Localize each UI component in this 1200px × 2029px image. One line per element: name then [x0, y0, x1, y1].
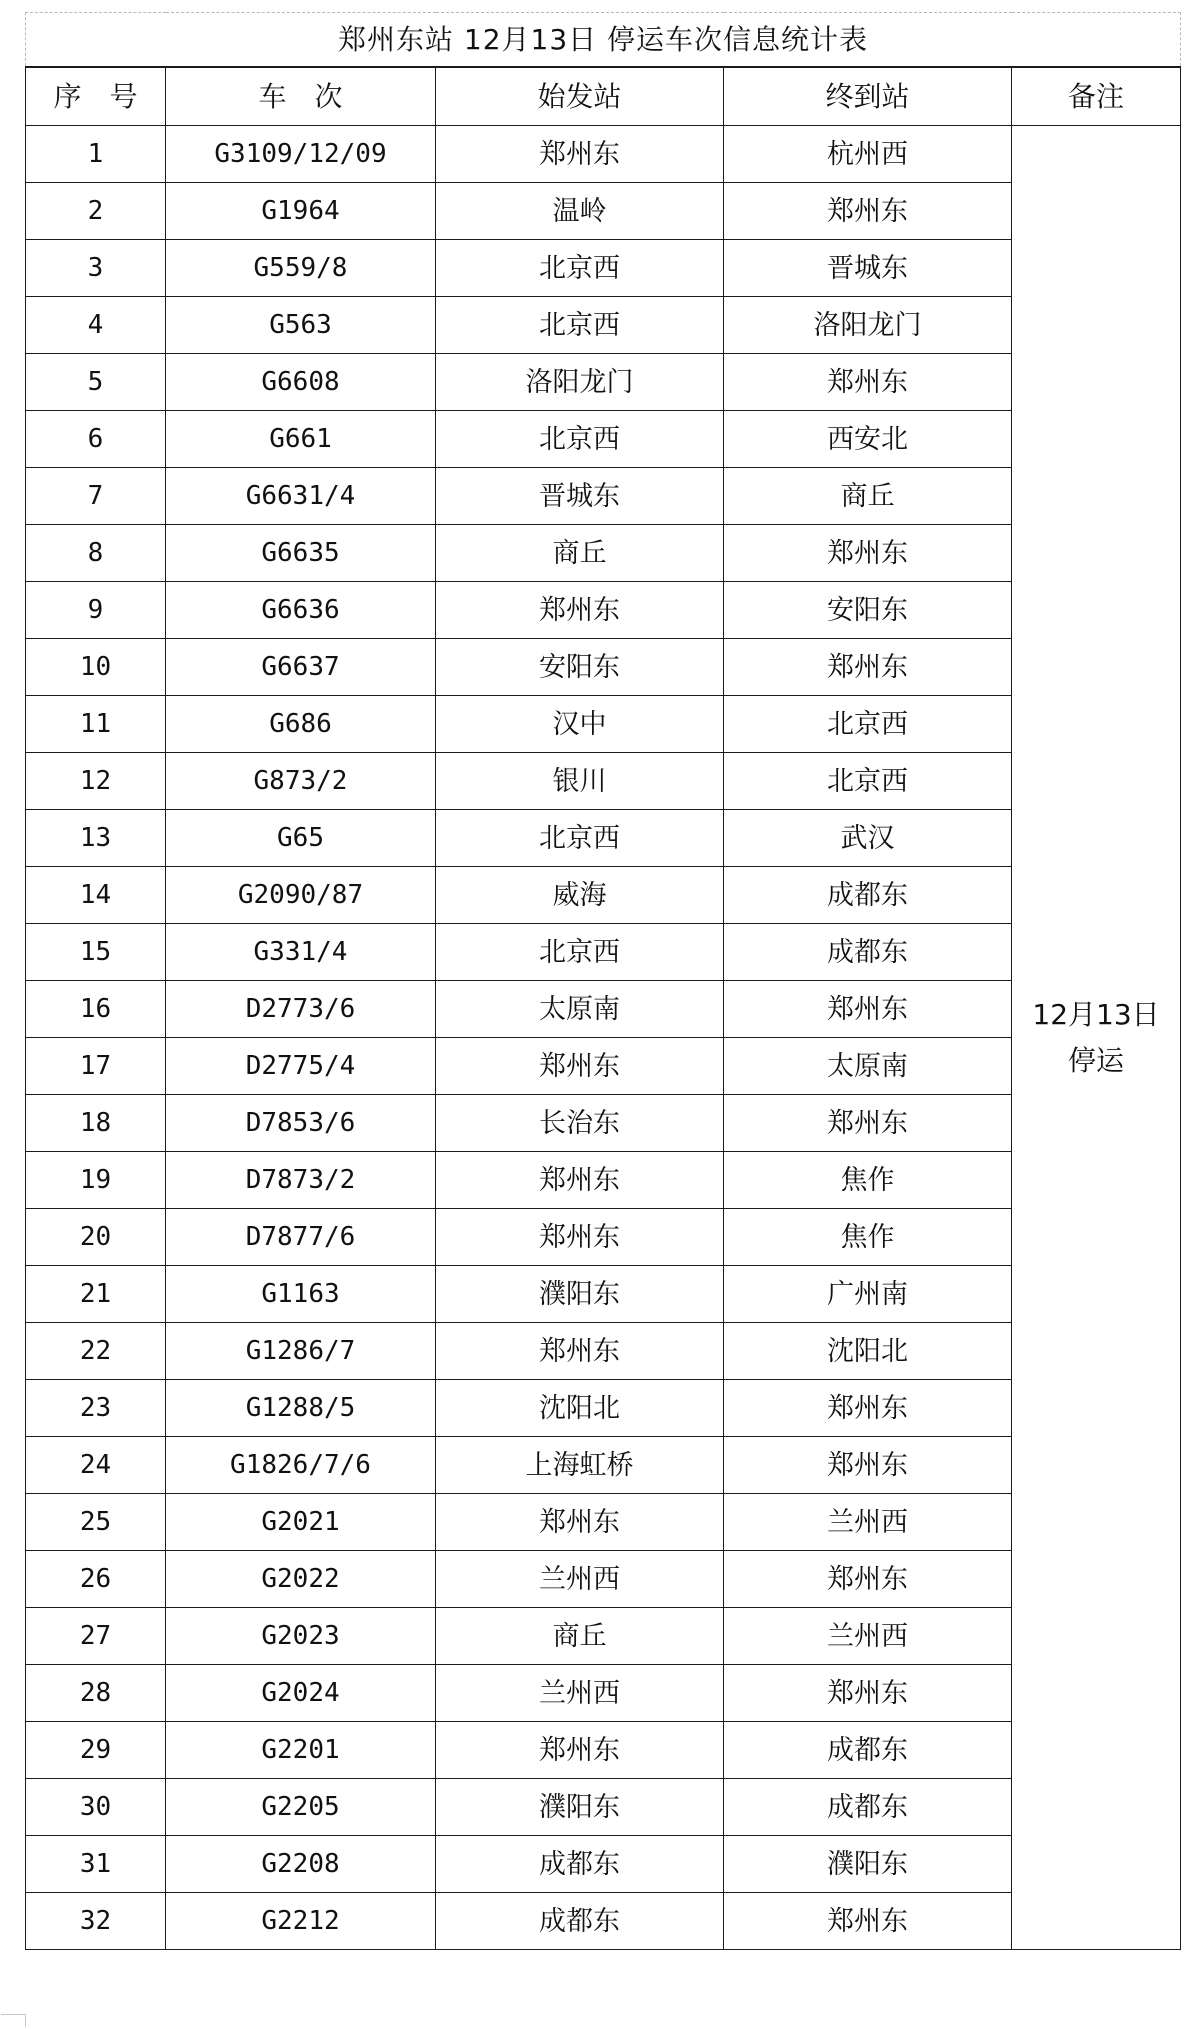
cell-to[interactable]: 洛阳龙门	[724, 297, 1012, 354]
cell-to[interactable]: 郑州东	[724, 1437, 1012, 1494]
cell-train[interactable]: G331/4	[166, 924, 436, 981]
header-note[interactable]: 备注	[1012, 67, 1181, 126]
cell-seq[interactable]: 9	[26, 582, 166, 639]
cell-to[interactable]: 郑州东	[724, 183, 1012, 240]
cell-from[interactable]: 北京西	[436, 924, 724, 981]
cell-train[interactable]: G563	[166, 297, 436, 354]
cell-train[interactable]: G2201	[166, 1722, 436, 1779]
table-row	[26, 810, 1181, 867]
cell-seq[interactable]: 32	[26, 1893, 166, 1950]
cell-seq[interactable]: 29	[26, 1722, 166, 1779]
cell-to[interactable]: 北京西	[724, 696, 1012, 753]
cell-seq[interactable]: 28	[26, 1665, 166, 1722]
cell-from[interactable]: 郑州东	[436, 126, 724, 183]
cell-train[interactable]: G1163	[166, 1266, 436, 1323]
cell-to[interactable]: 郑州东	[724, 1380, 1012, 1437]
cell-from[interactable]: 太原南	[436, 981, 724, 1038]
cell-to[interactable]: 成都东	[724, 867, 1012, 924]
cell-train[interactable]: D7853/6	[166, 1095, 436, 1152]
cell-seq[interactable]: 1	[26, 126, 166, 183]
cell-from[interactable]: 濮阳东	[436, 1779, 724, 1836]
cell-note-merged[interactable]	[1012, 126, 1181, 1950]
header-train[interactable]: 车 次	[166, 67, 436, 126]
cell-to[interactable]: 焦作	[724, 1152, 1012, 1209]
table-row	[26, 1038, 1181, 1095]
cell-to[interactable]: 广州南	[724, 1266, 1012, 1323]
cell-train[interactable]: G873/2	[166, 753, 436, 810]
cell-to[interactable]: 濮阳东	[724, 1836, 1012, 1893]
cell-seq[interactable]: 26	[26, 1551, 166, 1608]
cell-seq[interactable]: 31	[26, 1836, 166, 1893]
table-row	[26, 411, 1181, 468]
cell-from[interactable]: 安阳东	[436, 639, 724, 696]
table-row	[26, 1722, 1181, 1779]
cell-seq[interactable]: 8	[26, 525, 166, 582]
table-row	[26, 468, 1181, 525]
table-row	[26, 354, 1181, 411]
cell-to[interactable]: 武汉	[724, 810, 1012, 867]
cell-from[interactable]: 濮阳东	[436, 1266, 724, 1323]
table-row	[26, 1437, 1181, 1494]
sheet-corner-marker	[1, 2014, 26, 2027]
cell-train[interactable]: D2775/4	[166, 1038, 436, 1095]
table-row	[26, 867, 1181, 924]
cell-train[interactable]: G686	[166, 696, 436, 753]
cell-seq[interactable]: 22	[26, 1323, 166, 1380]
cell-to[interactable]: 焦作	[724, 1209, 1012, 1266]
cell-to[interactable]: 杭州西	[724, 126, 1012, 183]
cell-from[interactable]: 北京西	[436, 411, 724, 468]
cell-to[interactable]: 郑州东	[724, 1893, 1012, 1950]
cell-from[interactable]: 郑州东	[436, 582, 724, 639]
cell-seq[interactable]: 2	[26, 183, 166, 240]
cell-from[interactable]: 郑州东	[436, 1209, 724, 1266]
cell-train[interactable]: G3109/12/09	[166, 126, 436, 183]
cell-to[interactable]: 安阳东	[724, 582, 1012, 639]
cell-seq[interactable]: 12	[26, 753, 166, 810]
cell-from[interactable]: 汉中	[436, 696, 724, 753]
header-to[interactable]: 终到站	[724, 67, 1012, 126]
table-row	[26, 1494, 1181, 1551]
cell-train[interactable]: G65	[166, 810, 436, 867]
cell-to[interactable]: 郑州东	[724, 354, 1012, 411]
cell-train[interactable]: G1826/7/6	[166, 1437, 436, 1494]
cell-from[interactable]: 银川	[436, 753, 724, 810]
table-row	[26, 753, 1181, 810]
cell-train[interactable]: G1286/7	[166, 1323, 436, 1380]
cell-to[interactable]: 郑州东	[724, 981, 1012, 1038]
cell-seq[interactable]: 23	[26, 1380, 166, 1437]
cell-train[interactable]: G2208	[166, 1836, 436, 1893]
cell-train[interactable]: G559/8	[166, 240, 436, 297]
cell-train[interactable]: G6637	[166, 639, 436, 696]
cell-seq[interactable]: 5	[26, 354, 166, 411]
note-line-date: 12月13日	[1032, 997, 1160, 1031]
suspended-trains-table	[25, 12, 1181, 1950]
cell-from[interactable]: 郑州东	[436, 1323, 724, 1380]
cell-to[interactable]: 兰州西	[724, 1608, 1012, 1665]
table-row	[26, 639, 1181, 696]
cell-train[interactable]: G2212	[166, 1893, 436, 1950]
cell-train[interactable]: D7877/6	[166, 1209, 436, 1266]
cell-to[interactable]: 郑州东	[724, 1551, 1012, 1608]
title-row	[26, 13, 1181, 68]
cell-from[interactable]: 商丘	[436, 525, 724, 582]
cell-train[interactable]: G2022	[166, 1551, 436, 1608]
cell-train[interactable]: G6631/4	[166, 468, 436, 525]
cell-seq[interactable]: 11	[26, 696, 166, 753]
table-row	[26, 981, 1181, 1038]
cell-train[interactable]: G6608	[166, 354, 436, 411]
cell-seq[interactable]: 24	[26, 1437, 166, 1494]
table-row	[26, 1209, 1181, 1266]
table-row	[26, 1323, 1181, 1380]
table-row	[26, 183, 1181, 240]
cell-from[interactable]: 北京西	[436, 240, 724, 297]
cell-from[interactable]: 郑州东	[436, 1152, 724, 1209]
cell-to[interactable]: 成都东	[724, 1779, 1012, 1836]
cell-to[interactable]: 郑州东	[724, 639, 1012, 696]
table-row	[26, 696, 1181, 753]
cell-seq[interactable]: 18	[26, 1095, 166, 1152]
cell-seq[interactable]: 16	[26, 981, 166, 1038]
header-from[interactable]: 始发站	[436, 67, 724, 126]
cell-from[interactable]: 上海虹桥	[436, 1437, 724, 1494]
cell-train[interactable]: G1288/5	[166, 1380, 436, 1437]
cell-train[interactable]: G6635	[166, 525, 436, 582]
cell-seq[interactable]: 13	[26, 810, 166, 867]
table-row	[26, 1551, 1181, 1608]
table-row	[26, 525, 1181, 582]
header-seq[interactable]: 序 号	[26, 67, 166, 126]
cell-seq[interactable]: 20	[26, 1209, 166, 1266]
cell-to[interactable]: 郑州东	[724, 1665, 1012, 1722]
cell-from[interactable]: 郑州东	[436, 1722, 724, 1779]
table-row	[26, 1152, 1181, 1209]
table-row	[26, 582, 1181, 639]
table-row	[26, 1836, 1181, 1893]
cell-seq[interactable]: 4	[26, 297, 166, 354]
table-row	[26, 240, 1181, 297]
cell-to[interactable]: 兰州西	[724, 1494, 1012, 1551]
table-row	[26, 1608, 1181, 1665]
cell-from[interactable]: 沈阳北	[436, 1380, 724, 1437]
table-row	[26, 297, 1181, 354]
cell-from[interactable]: 郑州东	[436, 1038, 724, 1095]
cell-train[interactable]: G2205	[166, 1779, 436, 1836]
cell-from[interactable]: 温岭	[436, 183, 724, 240]
cell-seq[interactable]: 15	[26, 924, 166, 981]
cell-seq[interactable]: 10	[26, 639, 166, 696]
cell-train[interactable]: G2023	[166, 1608, 436, 1665]
table-title[interactable]: 郑州东站 12月13日 停运车次信息统计表	[26, 13, 1181, 68]
cell-train[interactable]: D2773/6	[166, 981, 436, 1038]
cell-from[interactable]: 北京西	[436, 297, 724, 354]
table-row	[26, 1095, 1181, 1152]
cell-seq[interactable]: 3	[26, 240, 166, 297]
spreadsheet-sheet	[25, 12, 1180, 1950]
cell-train[interactable]: G2021	[166, 1494, 436, 1551]
cell-seq[interactable]: 30	[26, 1779, 166, 1836]
cell-from[interactable]: 晋城东	[436, 468, 724, 525]
cell-train[interactable]: G1964	[166, 183, 436, 240]
cell-to[interactable]: 郑州东	[724, 525, 1012, 582]
cell-from[interactable]: 威海	[436, 867, 724, 924]
cell-to[interactable]: 北京西	[724, 753, 1012, 810]
cell-to[interactable]: 郑州东	[724, 1095, 1012, 1152]
cell-from[interactable]: 北京西	[436, 810, 724, 867]
cell-to[interactable]: 西安北	[724, 411, 1012, 468]
table-row	[26, 1893, 1181, 1950]
header-row	[26, 67, 1181, 126]
cell-seq[interactable]: 27	[26, 1608, 166, 1665]
cell-to[interactable]: 晋城东	[724, 240, 1012, 297]
cell-from[interactable]: 洛阳龙门	[436, 354, 724, 411]
cell-from[interactable]: 商丘	[436, 1608, 724, 1665]
cell-to[interactable]: 商丘	[724, 468, 1012, 525]
cell-from[interactable]: 成都东	[436, 1836, 724, 1893]
cell-seq[interactable]: 19	[26, 1152, 166, 1209]
cell-train[interactable]: G2024	[166, 1665, 436, 1722]
cell-from[interactable]: 长治东	[436, 1095, 724, 1152]
table-row	[26, 1266, 1181, 1323]
cell-train[interactable]: D7873/2	[166, 1152, 436, 1209]
cell-seq[interactable]: 7	[26, 468, 166, 525]
table-row	[26, 1665, 1181, 1722]
cell-seq[interactable]: 14	[26, 867, 166, 924]
note-line-status: 停运	[1068, 1043, 1125, 1077]
cell-train[interactable]: G661	[166, 411, 436, 468]
cell-seq[interactable]: 21	[26, 1266, 166, 1323]
cell-seq[interactable]: 6	[26, 411, 166, 468]
cell-from[interactable]: 郑州东	[436, 1494, 724, 1551]
cell-to[interactable]: 太原南	[724, 1038, 1012, 1095]
cell-train[interactable]: G2090/87	[166, 867, 436, 924]
cell-from[interactable]: 兰州西	[436, 1665, 724, 1722]
table-row	[26, 126, 1181, 183]
table-row	[26, 1779, 1181, 1836]
cell-train[interactable]: G6636	[166, 582, 436, 639]
cell-to[interactable]: 成都东	[724, 1722, 1012, 1779]
cell-seq[interactable]: 25	[26, 1494, 166, 1551]
table-row	[26, 924, 1181, 981]
cell-from[interactable]: 兰州西	[436, 1551, 724, 1608]
cell-seq[interactable]: 17	[26, 1038, 166, 1095]
cell-to[interactable]: 沈阳北	[724, 1323, 1012, 1380]
cell-from[interactable]: 成都东	[436, 1893, 724, 1950]
cell-to[interactable]: 成都东	[724, 924, 1012, 981]
table-row	[26, 1380, 1181, 1437]
